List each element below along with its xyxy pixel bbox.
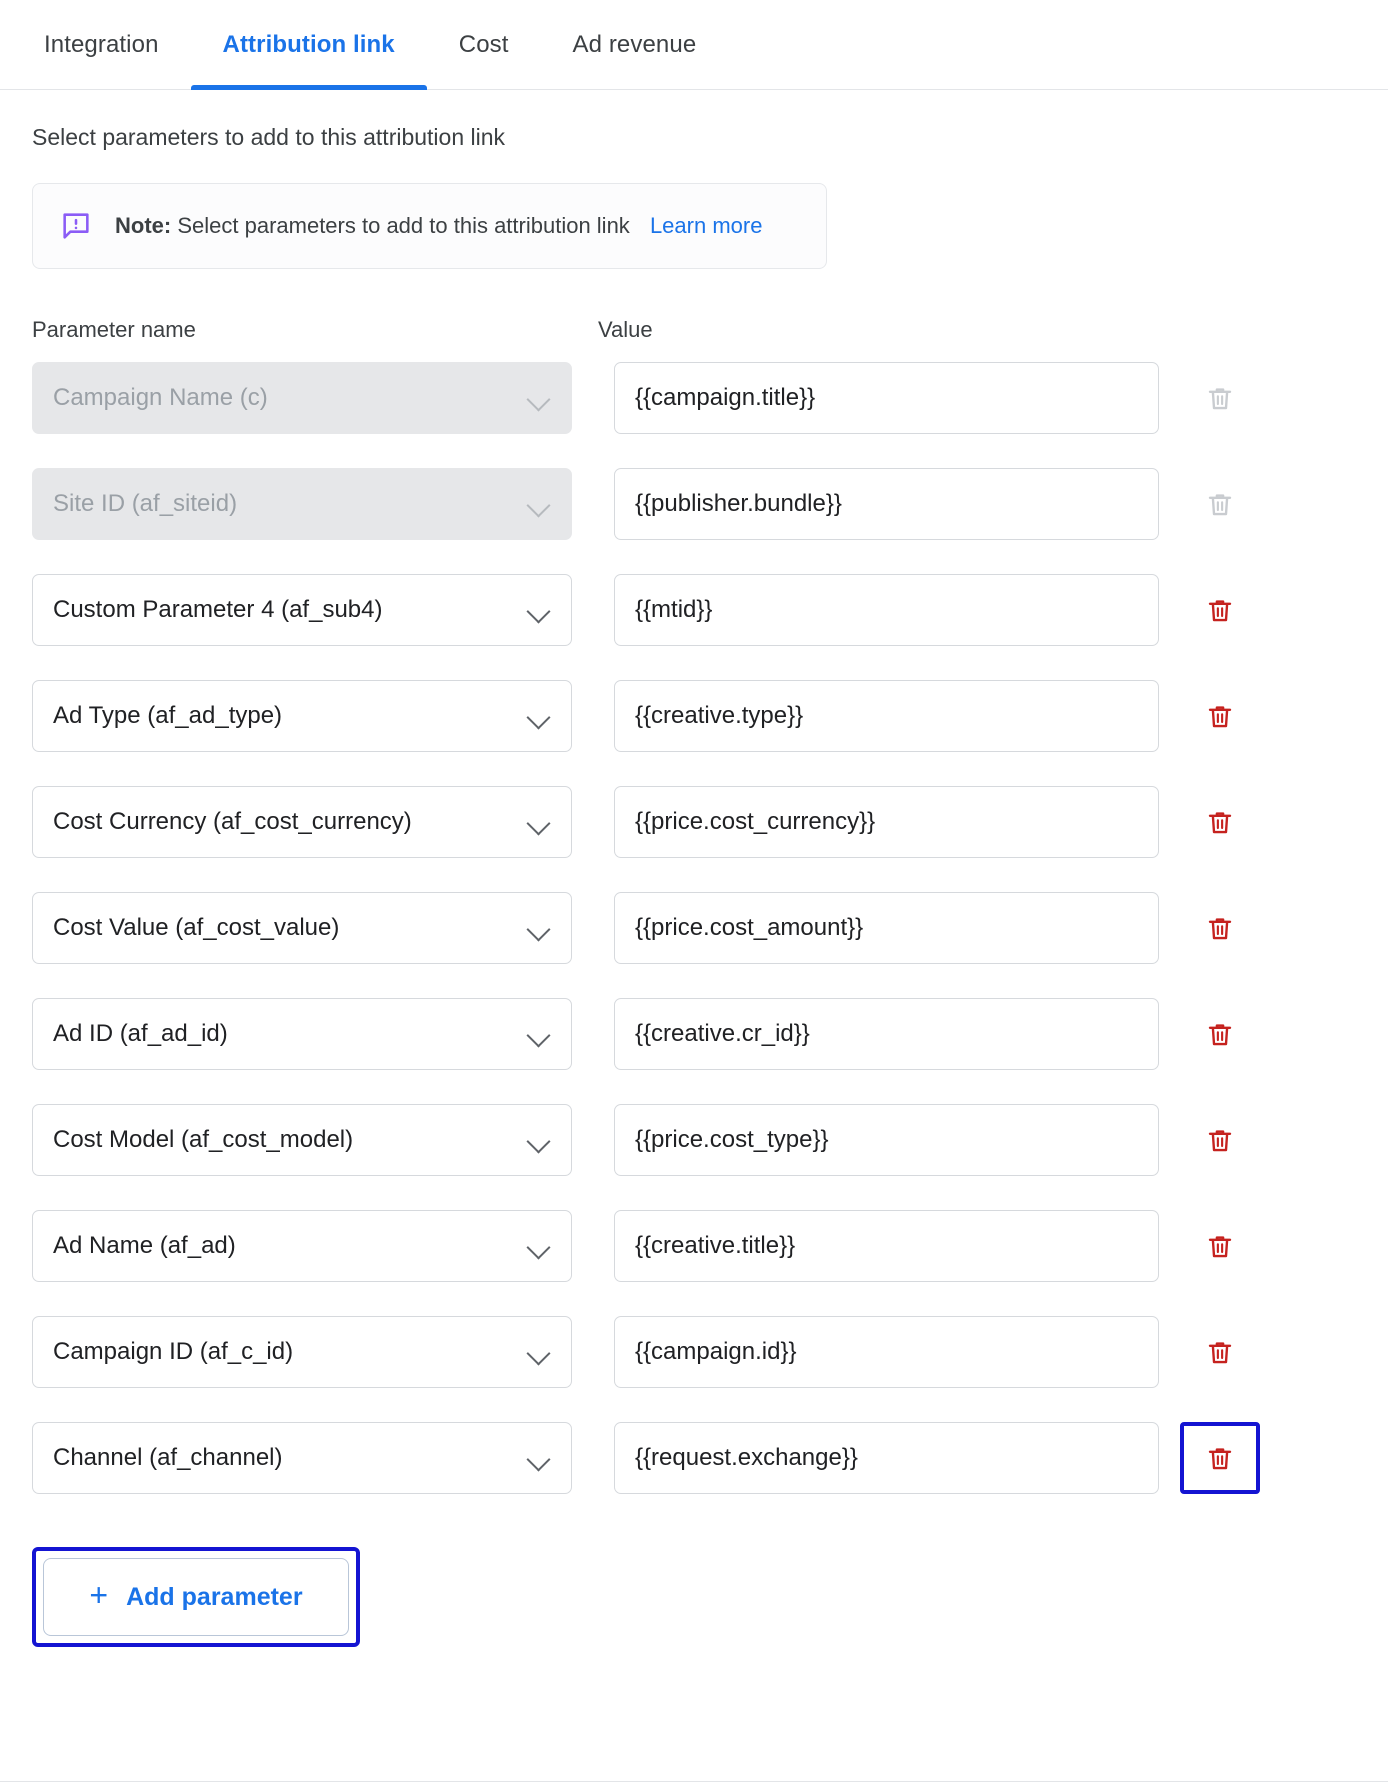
delete-parameter-cell (1180, 892, 1260, 964)
chevron-down-icon (527, 1339, 553, 1365)
parameter-name-select[interactable] (32, 1316, 572, 1388)
trash-icon[interactable] (1201, 695, 1239, 737)
add-parameter-button[interactable] (43, 1558, 349, 1636)
parameter-name-select[interactable] (32, 1422, 572, 1494)
page-subtitle: Select parameters to add to this attribution link (32, 124, 506, 150)
column-headers (32, 317, 1356, 343)
tab-label: Cost (458, 30, 509, 58)
trash-icon[interactable] (1201, 907, 1239, 949)
tab-label: Attribution link (222, 30, 395, 58)
trash-icon[interactable] (1201, 1225, 1239, 1267)
parameter-rows (32, 357, 1356, 1498)
delete-parameter-cell (1180, 574, 1260, 646)
chevron-down-icon (527, 1127, 553, 1153)
tab-label: Integration (44, 30, 159, 58)
note-text (115, 213, 762, 239)
delete-parameter-cell (1180, 362, 1260, 434)
parameter-name-label: Cost Value (af_cost_value) (53, 913, 340, 941)
parameter-name-label: Site ID (af_siteid) (53, 489, 238, 517)
parameter-value-input[interactable] (614, 892, 1159, 964)
delete-parameter-cell (1180, 680, 1260, 752)
trash-icon[interactable] (1201, 1331, 1239, 1373)
note-comment-icon (59, 209, 93, 243)
parameter-value-input[interactable] (614, 998, 1159, 1070)
trash-icon[interactable] (1201, 801, 1239, 843)
table-row (32, 887, 1356, 968)
table-row (32, 463, 1356, 544)
column-header-parameter-name: Parameter name (32, 317, 196, 342)
parameter-value-input[interactable] (614, 574, 1159, 646)
trash-icon[interactable] (1201, 1437, 1239, 1479)
parameter-name-label: Ad Name (af_ad) (53, 1231, 236, 1259)
delete-parameter-cell (1180, 1316, 1260, 1388)
parameter-value-input[interactable] (614, 362, 1159, 434)
parameter-value-input[interactable] (614, 1422, 1159, 1494)
note-prefix: Note: (115, 213, 172, 238)
parameter-name-label: Channel (af_channel) (53, 1443, 283, 1471)
learn-more-link[interactable]: Learn more (649, 213, 763, 238)
table-row (32, 993, 1356, 1074)
add-parameter-label: Add parameter (126, 1582, 303, 1611)
chevron-down-icon (527, 1233, 553, 1259)
parameter-value-input[interactable] (614, 1316, 1159, 1388)
tab-bar (0, 0, 1388, 90)
table-row (32, 675, 1356, 756)
note-body: Select parameters to add to this attribution link (177, 213, 630, 238)
table-row (32, 1417, 1356, 1498)
parameter-value-input[interactable] (614, 680, 1159, 752)
delete-parameter-cell (1180, 1104, 1260, 1176)
tab-label: Ad revenue (572, 30, 697, 58)
delete-parameter-highlight (1180, 1422, 1260, 1494)
tab-integration[interactable] (12, 0, 191, 89)
table-row (32, 781, 1356, 862)
parameter-value-input[interactable] (614, 1104, 1159, 1176)
page-content (0, 90, 1388, 1647)
table-row (32, 569, 1356, 650)
parameter-name-label: Ad Type (af_ad_type) (53, 701, 283, 729)
chevron-down-icon (527, 915, 553, 941)
parameter-value-input[interactable] (614, 468, 1159, 540)
chevron-down-icon (527, 703, 553, 729)
parameter-name-select[interactable] (32, 1210, 572, 1282)
parameter-name-select[interactable] (32, 998, 572, 1070)
parameter-name-label: Ad ID (af_ad_id) (53, 1019, 228, 1047)
parameter-name-select[interactable] (32, 786, 572, 858)
chevron-down-icon (527, 809, 553, 835)
trash-icon (1201, 483, 1239, 525)
plus-icon: + (89, 1577, 109, 1613)
parameter-value-input[interactable] (614, 786, 1159, 858)
column-header-value: Value (598, 317, 653, 342)
parameter-name-select[interactable] (32, 1104, 572, 1176)
table-row (32, 1205, 1356, 1286)
parameter-name-select (32, 362, 572, 434)
trash-icon (1201, 377, 1239, 419)
table-row (32, 357, 1356, 438)
note-banner (32, 183, 827, 269)
chevron-down-icon (527, 491, 553, 517)
parameter-name-select[interactable] (32, 574, 572, 646)
parameter-name-select[interactable] (32, 680, 572, 752)
chevron-down-icon (527, 1445, 553, 1471)
parameter-name-select[interactable] (32, 892, 572, 964)
table-row (32, 1099, 1356, 1180)
chevron-down-icon (527, 385, 553, 411)
tab-ad-revenue[interactable] (541, 0, 729, 89)
chevron-down-icon (527, 597, 553, 623)
add-parameter-highlight (32, 1547, 360, 1647)
parameter-name-label: Cost Model (af_cost_model) (53, 1125, 354, 1153)
delete-parameter-cell (1180, 786, 1260, 858)
chevron-down-icon (527, 1021, 553, 1047)
table-row (32, 1311, 1356, 1392)
trash-icon[interactable] (1201, 589, 1239, 631)
parameter-name-label: Campaign ID (af_c_id) (53, 1337, 294, 1365)
trash-icon[interactable] (1201, 1013, 1239, 1055)
parameter-name-label: Cost Currency (af_cost_currency) (53, 807, 412, 835)
tab-attribution-link[interactable] (191, 0, 427, 89)
delete-parameter-cell (1180, 468, 1260, 540)
delete-parameter-cell (1180, 1210, 1260, 1282)
parameter-name-label: Custom Parameter 4 (af_sub4) (53, 595, 383, 623)
tab-cost[interactable] (427, 0, 541, 89)
trash-icon[interactable] (1201, 1119, 1239, 1161)
delete-parameter-cell (1180, 998, 1260, 1070)
parameter-name-select (32, 468, 572, 540)
parameter-value-input[interactable] (614, 1210, 1159, 1282)
parameter-name-label: Campaign Name (c) (53, 383, 268, 411)
